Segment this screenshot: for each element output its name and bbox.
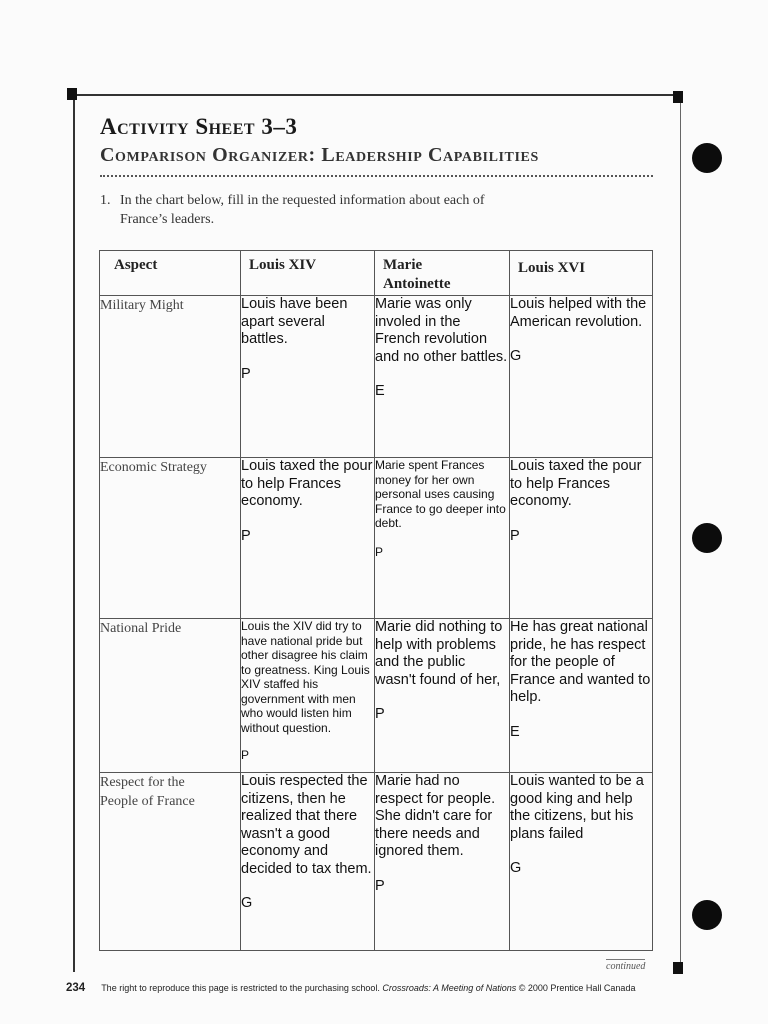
activity-sheet-subtitle: Comparison Organizer: Leadership Capabilities	[100, 144, 539, 166]
aspect-label: National Pride	[100, 621, 182, 636]
footer-book-title: Crossroads: A Meeting of Nations	[382, 983, 517, 993]
aspect-cell	[100, 619, 241, 773]
header-marie-line-1: Marie	[383, 257, 423, 273]
response-text: Louis wanted to be a good king and help the citizens, but his plans failed	[510, 773, 644, 842]
response-grade: P	[375, 544, 384, 559]
frame-corner-mark-left	[67, 88, 77, 100]
response-text: Louis have been apart several battles.	[241, 296, 348, 347]
instruction	[100, 191, 620, 229]
dotted-divider	[100, 175, 653, 177]
footer-restriction-text: The right to reproduce this page is restricted to the purchasing school.	[101, 983, 383, 993]
page-number: 234	[66, 982, 86, 994]
aspect-label-line-2: People of France	[100, 794, 195, 809]
response-grade: G	[510, 348, 522, 364]
response-grade: G	[510, 860, 522, 876]
binder-hole-bottom	[692, 900, 722, 930]
response-text: Louis the XIV did try to have national pride but other disagree his claim to greatness. King Louis XIV staffed his government with men who would listen him without question.	[241, 619, 370, 735]
response-text: Louis respected the citizens, then he realized that there wasn't a good economy and decided to tax them.	[241, 773, 372, 877]
response-cell-louis-xiv[interactable]	[241, 773, 375, 951]
response-grade: G	[241, 895, 253, 911]
binder-hole-top	[692, 143, 722, 173]
header-louis-xiv: Louis XIV	[241, 251, 375, 296]
response-grade: E	[510, 723, 520, 740]
instruction-line-2: France’s leaders.	[120, 212, 215, 227]
instruction-number: 1.	[100, 193, 111, 208]
aspect-cell	[100, 773, 241, 951]
response-text: He has great national pride, he has respect for the people of France and wanted to help.	[510, 619, 651, 705]
response-cell-marie-antoinette[interactable]	[375, 458, 510, 619]
response-text: Louis helped with the American revolution.	[510, 296, 647, 330]
response-cell-louis-xiv[interactable]	[241, 296, 375, 458]
response-text: Marie had no respect for people. She didn't care for there needs and ignored them.	[375, 773, 496, 859]
table-row	[100, 296, 653, 458]
aspect-label: Respect for the	[100, 775, 185, 790]
response-cell-marie-antoinette[interactable]	[375, 619, 510, 773]
response-grade: P	[375, 877, 385, 894]
instruction-line-1: In the chart below, fill in the requested information about each of	[120, 193, 485, 208]
continued-label: continued	[606, 961, 646, 972]
response-cell-louis-xvi[interactable]	[510, 458, 653, 619]
activity-sheet-title: Activity Sheet 3–3	[100, 114, 298, 139]
table-row	[100, 619, 653, 773]
table-header-row	[100, 251, 653, 296]
response-grade: P	[375, 706, 385, 722]
response-grade: P	[241, 365, 251, 382]
table-row	[100, 458, 653, 619]
response-text: Marie spent Frances money for her own personal uses causing France to go deeper into debt.	[375, 458, 506, 530]
aspect-label: Economic Strategy	[100, 460, 207, 475]
response-grade: P	[241, 748, 250, 762]
response-cell-louis-xiv[interactable]	[241, 619, 375, 773]
response-cell-louis-xvi[interactable]	[510, 619, 653, 773]
comparison-organizer-table	[99, 250, 653, 951]
page-footer	[66, 982, 635, 994]
response-grade: P	[510, 527, 520, 544]
aspect-cell	[100, 458, 241, 619]
aspect-cell	[100, 296, 241, 458]
response-cell-marie-antoinette[interactable]	[375, 296, 510, 458]
frame-corner-mark-bottom	[673, 962, 683, 974]
frame-corner-mark-right	[673, 91, 683, 103]
response-cell-louis-xiv[interactable]	[241, 458, 375, 619]
response-cell-louis-xvi[interactable]	[510, 296, 653, 458]
response-text: Louis taxed the pour to help Frances economy.	[241, 458, 373, 509]
header-louis-xvi: Louis XVI	[510, 251, 653, 296]
response-text: Marie did nothing to help with problems and the public wasn't found of her,	[375, 619, 503, 688]
binder-hole-middle	[692, 523, 722, 553]
response-grade: P	[241, 527, 251, 544]
table-row	[100, 773, 653, 951]
header-aspect: Aspect	[100, 251, 241, 296]
footer-copyright: © 2000 Prentice Hall Canada	[516, 983, 636, 993]
response-cell-marie-antoinette[interactable]	[375, 773, 510, 951]
response-grade: E	[375, 383, 385, 399]
aspect-label: Military Might	[100, 298, 184, 313]
response-text: Louis taxed the pour to help Frances economy.	[510, 458, 642, 509]
header-marie-line-2: Antoinette	[383, 276, 451, 292]
response-cell-louis-xvi[interactable]	[510, 773, 653, 951]
response-text: Marie was only involed in the French revolution and no other battles.	[375, 296, 508, 365]
header-marie-antoinette	[375, 251, 510, 296]
